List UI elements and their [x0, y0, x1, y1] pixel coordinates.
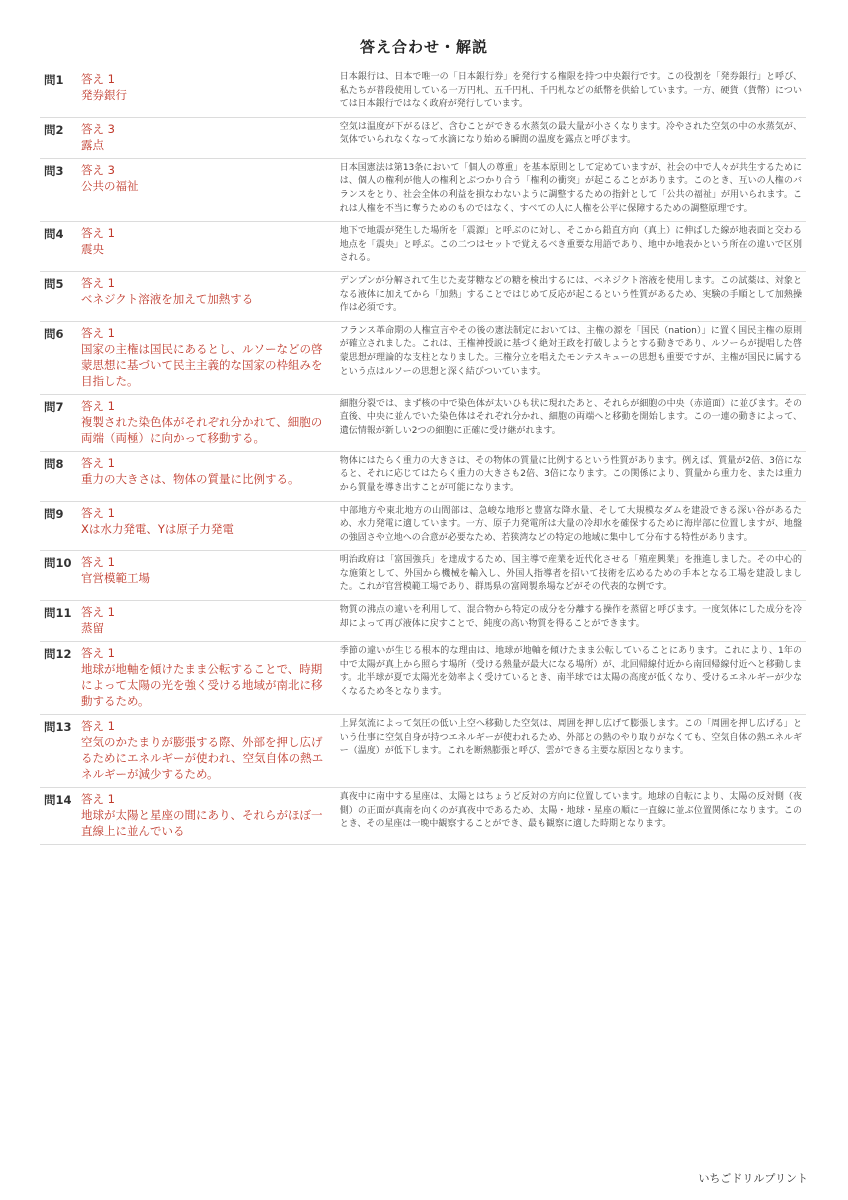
explanation-cell: [336, 68, 806, 117]
explanation-text: 空気は温度が下がるほど、含むことができる水蒸気の最大量が小さくなります。冷やされた空気の中の水蒸気が、気体でいられなくなって水滴になり始める瞬間の温度を露点と呼びます。: [339, 121, 802, 146]
question-number-cell: [40, 158, 77, 221]
explanation-text: デンプンが分解されて生じた麦芽糖などの糖を検出するには、ベネジクト溶液を使用します。この試薬は、対象となる液体に加えてから「加熱」することではじめて反応が起こるという性質があるため、実験の手順として加熱操作は必須です。: [339, 275, 802, 314]
answer-label: 答え 1: [80, 275, 115, 290]
answer-text: 空気のかたまりが膨張する際、外部を押し広げるためにエネルギーが使われ、空気自体の熱エネルギーが減少するため。: [80, 735, 324, 782]
table-row: [40, 394, 806, 451]
answer-cell: [77, 158, 336, 221]
explanation-text: 季節の違いが生じる根本的な理由は、地球が地軸を傾けたまま公転していることにあります。これにより、1年の中で太陽が真上から照らす場所（受ける熱量が最大になる場所）が、北回帰線付近から南回帰線付近へと移動します。北半球が夏で太陽光を効率よく受けているとき、南半球では太陽の高度が低くなり、受けるエネルギーが少なくなるため冬となります。: [339, 646, 802, 697]
table-row: [40, 321, 806, 394]
question-number: 問9: [44, 506, 64, 521]
answer-text: 国家の主権は国民にあるとし、ルソーなどの啓蒙思想に基づいて民主主義的な国家の枠組みを目指した。: [80, 341, 323, 388]
table-row: [40, 271, 806, 321]
explanation-cell: [336, 271, 806, 321]
explanation-cell: [336, 642, 806, 715]
answer-cell: [77, 321, 336, 394]
explanation-text: 日本銀行は、日本で唯一の「日本銀行券」を発行する権限を持つ中央銀行です。この役割を「発券銀行」と呼び、私たちが普段使用している一万円札、五千円札、千円札などの紙幣を供給しています。一方、硬貨（貨幣）については日本銀行ではなく政府が発行しています。: [339, 72, 802, 110]
answer-cell: [77, 68, 336, 117]
table-row: [40, 788, 806, 845]
explanation-text: フランス革命期の人権宣言やその後の憲法制定においては、主権の源を「国民（nation）」に置く国民主権の原則が確立されました。これは、王権神授説に基づく絶対王政を打破しようとする動きであり、ルソーらが提唱した啓蒙思想が理論的な支柱となりました。三権分立を唱えたモンテスキューの思想も重要ですが、主権が国民に属するという点はルソーの思想と深く結びついています。: [339, 325, 802, 377]
answer-cell: [77, 501, 336, 551]
explanation-text: 物体にはたらく重力の大きさは、その物体の質量に比例するという性質があります。例えば、質量が2倍、3倍になると、それに応じてはたらく重力の大きさも2倍、3倍になります。この関係により、質量から重力を、または重力から質量を導き出すことが可能になります。: [339, 455, 802, 493]
question-number: 問11: [44, 606, 72, 621]
answer-text: 震央: [80, 242, 104, 257]
question-number-cell: [40, 271, 77, 321]
question-number: 問6: [44, 326, 64, 341]
question-number: 問13: [44, 720, 72, 735]
answer-text: ベネジクト溶液を加えて加熱する: [80, 291, 254, 306]
answer-text: 地球が地軸を傾けたまま公転することで、時期によって太陽の光を強く受ける地域が南北に移動するため。: [80, 662, 323, 709]
table-row: [40, 451, 806, 501]
answer-text: 地球が太陽と星座の間にあり、それらがほぼ一直線上に並んでいる: [80, 808, 323, 839]
answer-text: 露点: [80, 137, 104, 152]
question-number: 問10: [44, 556, 72, 571]
explanation-cell: [336, 394, 806, 451]
explanation-text: 日本国憲法は第13条において「個人の尊重」を基本原則として定めていますが、社会の中で人々が共生するためには、個人の権利が他人の権利とぶつかり合う「権利の衝突」が起こることがあります。このとき、互いの人権のバランスをとり、社会全体の利益を損なわないように調整するための指針として「公共の福祉」が用いられます。これは人権を不当に奪うためのものではなく、すべての人に人権を公平に保障するための調整原理です。: [339, 162, 802, 214]
question-number-cell: [40, 222, 77, 272]
question-number: 問14: [44, 793, 72, 808]
explanation-cell: [336, 451, 806, 501]
answer-label: 答え 1: [80, 398, 115, 413]
table-row: [40, 68, 806, 117]
question-number-cell: [40, 117, 77, 158]
answer-cell: [77, 451, 336, 501]
explanation-cell: [336, 158, 806, 221]
question-number-cell: [40, 551, 77, 601]
answer-cell: [77, 788, 336, 845]
question-number: 問8: [44, 456, 64, 471]
answer-text: 発券銀行: [80, 88, 127, 102]
question-number: 問4: [44, 227, 64, 242]
explanation-text: 中部地方や東北地方の山間部は、急峻な地形と豊富な降水量、そして大規模なダムを建設できる深い谷があるため、水力発電に適しています。一方、原子力発電所は大量の冷却水を確保するために海岸部に位置しますが、地盤の強固さや立地への合意が必要なため、若狭湾などの特定の地域に集中して分布する特性があります。: [339, 505, 802, 543]
table-row: [40, 222, 806, 272]
answer-text: 重力の大きさは、物体の質量に比例する。: [80, 471, 300, 486]
answer-label: 答え 3: [80, 162, 115, 177]
answer-label: 答え 1: [80, 505, 115, 520]
explanation-cell: [336, 501, 806, 551]
table-row: [40, 158, 806, 221]
answer-label: 答え 3: [80, 121, 115, 136]
explanation-text: 真夜中に南中する星座は、太陽とはちょうど反対の方向に位置しています。地球の自転により、太陽の反対側（夜側）の正面が真南を向くのが真夜中であるため、太陽・地球・星座の順に一直線に並ぶ位置関係になります。このとき、その星座は一晩中観察することができ、最も観察に適した時期となります。: [339, 792, 802, 830]
answer-label: 答え 1: [80, 72, 115, 86]
table-row: [40, 117, 806, 158]
explanation-cell: [336, 222, 806, 272]
question-number-cell: [40, 788, 77, 845]
answer-cell: [77, 715, 336, 788]
question-number-cell: [40, 451, 77, 501]
explanation-cell: [336, 117, 806, 158]
question-number-cell: [40, 501, 77, 551]
answer-label: 答え 1: [80, 605, 115, 620]
answer-cell: [77, 117, 336, 158]
explanation-cell: [336, 715, 806, 788]
answer-cell: [77, 601, 336, 642]
explanation-text: 細胞分裂では、まず核の中で染色体が太いひも状に現れたあと、それらが細胞の中央（赤道面）に並びます。その直後、中央に並んでいた染色体はそれぞれ分かれ、細胞の両端へと移動を開始します。この一連の動きによって、遺伝情報が新しい2つの細胞に正確に受け継がれます。: [339, 398, 802, 436]
answer-text: 公共の福祉: [80, 178, 139, 193]
question-number-cell: [40, 642, 77, 715]
question-number: 問12: [44, 647, 72, 662]
explanation-text: 物質の沸点の違いを利用して、混合物から特定の成分を分離する操作を蒸留と呼びます。一度気体にした成分を冷却によって再び液体に戻すことで、純度の高い物質を得ることができます。: [339, 605, 802, 629]
footer-brand: いちごドリルプリント: [698, 1172, 808, 1185]
answer-label: 答え 1: [80, 226, 115, 241]
answer-text: Xは水力発電、Yは原子力発電: [80, 521, 234, 536]
explanation-cell: [336, 601, 806, 642]
table-row: [40, 551, 806, 601]
answer-cell: [77, 271, 336, 321]
question-number: 問7: [44, 399, 64, 414]
question-number-cell: [40, 601, 77, 642]
answer-cell: [77, 551, 336, 601]
answer-cell: [77, 642, 336, 715]
question-number: 問1: [44, 73, 64, 87]
question-number-cell: [40, 715, 77, 788]
explanation-text: 明治政府は「富国強兵」を達成するため、国主導で産業を近代化させる「殖産興業」を推進しました。その中心的な施策として、外国から機械を輸入し、外国人指導者を招いて技術を広めるための手本となる工場を建設しました。これが官営模範工場であり、群馬県の富岡製糸場などがその代表的な例です。: [339, 555, 802, 593]
table-row: [40, 715, 806, 788]
explanation-cell: [336, 551, 806, 601]
question-number-cell: [40, 394, 77, 451]
question-number: 問5: [44, 276, 64, 291]
answer-label: 答え 1: [80, 455, 115, 470]
explanation-text: 上昇気流によって気圧の低い上空へ移動した空気は、周囲を押し広げて膨張します。この「周囲を押し広げる」という仕事に空気自身が持つエネルギーが使われるため、外部との熱のやり取りがなくても、空気自体の熱エネルギー（温度）が低下します。これを断熱膨張と呼び、雲ができる主要な原因となります。: [339, 719, 802, 757]
answer-table: [40, 68, 806, 845]
answer-text: 複製された染色体がそれぞれ分かれて、細胞の両端（両極）に向かって移動する。: [80, 414, 323, 445]
question-number: 問3: [44, 163, 64, 178]
page-title: 答え合わせ・解説: [359, 38, 488, 56]
answer-text: 官営模範工場: [80, 571, 150, 586]
answer-cell: [77, 222, 336, 272]
explanation-cell: [336, 788, 806, 845]
question-number-cell: [40, 68, 77, 117]
answer-cell: [77, 394, 336, 451]
table-row: [40, 601, 806, 642]
answer-label: 答え 1: [80, 792, 115, 807]
question-number-cell: [40, 321, 77, 394]
table-row: [40, 642, 806, 715]
answer-rows: [40, 68, 806, 845]
question-number: 問2: [44, 122, 64, 137]
table-row: [40, 501, 806, 551]
answer-text: 蒸留: [80, 621, 104, 636]
answer-label: 答え 1: [80, 555, 115, 570]
answer-label: 答え 1: [80, 325, 115, 340]
answer-label: 答え 1: [80, 719, 115, 734]
answer-label: 答え 1: [80, 646, 115, 661]
explanation-cell: [336, 321, 806, 394]
explanation-text: 地下で地震が発生した場所を「震源」と呼ぶのに対し、そこから鉛直方向（真上）に伸ばした線が地表面と交わる地点を「震央」と呼ぶ。この二つはセットで覚えるべき重要な用語であり、地中か地表かという所在の違いで区別される。: [339, 226, 802, 264]
